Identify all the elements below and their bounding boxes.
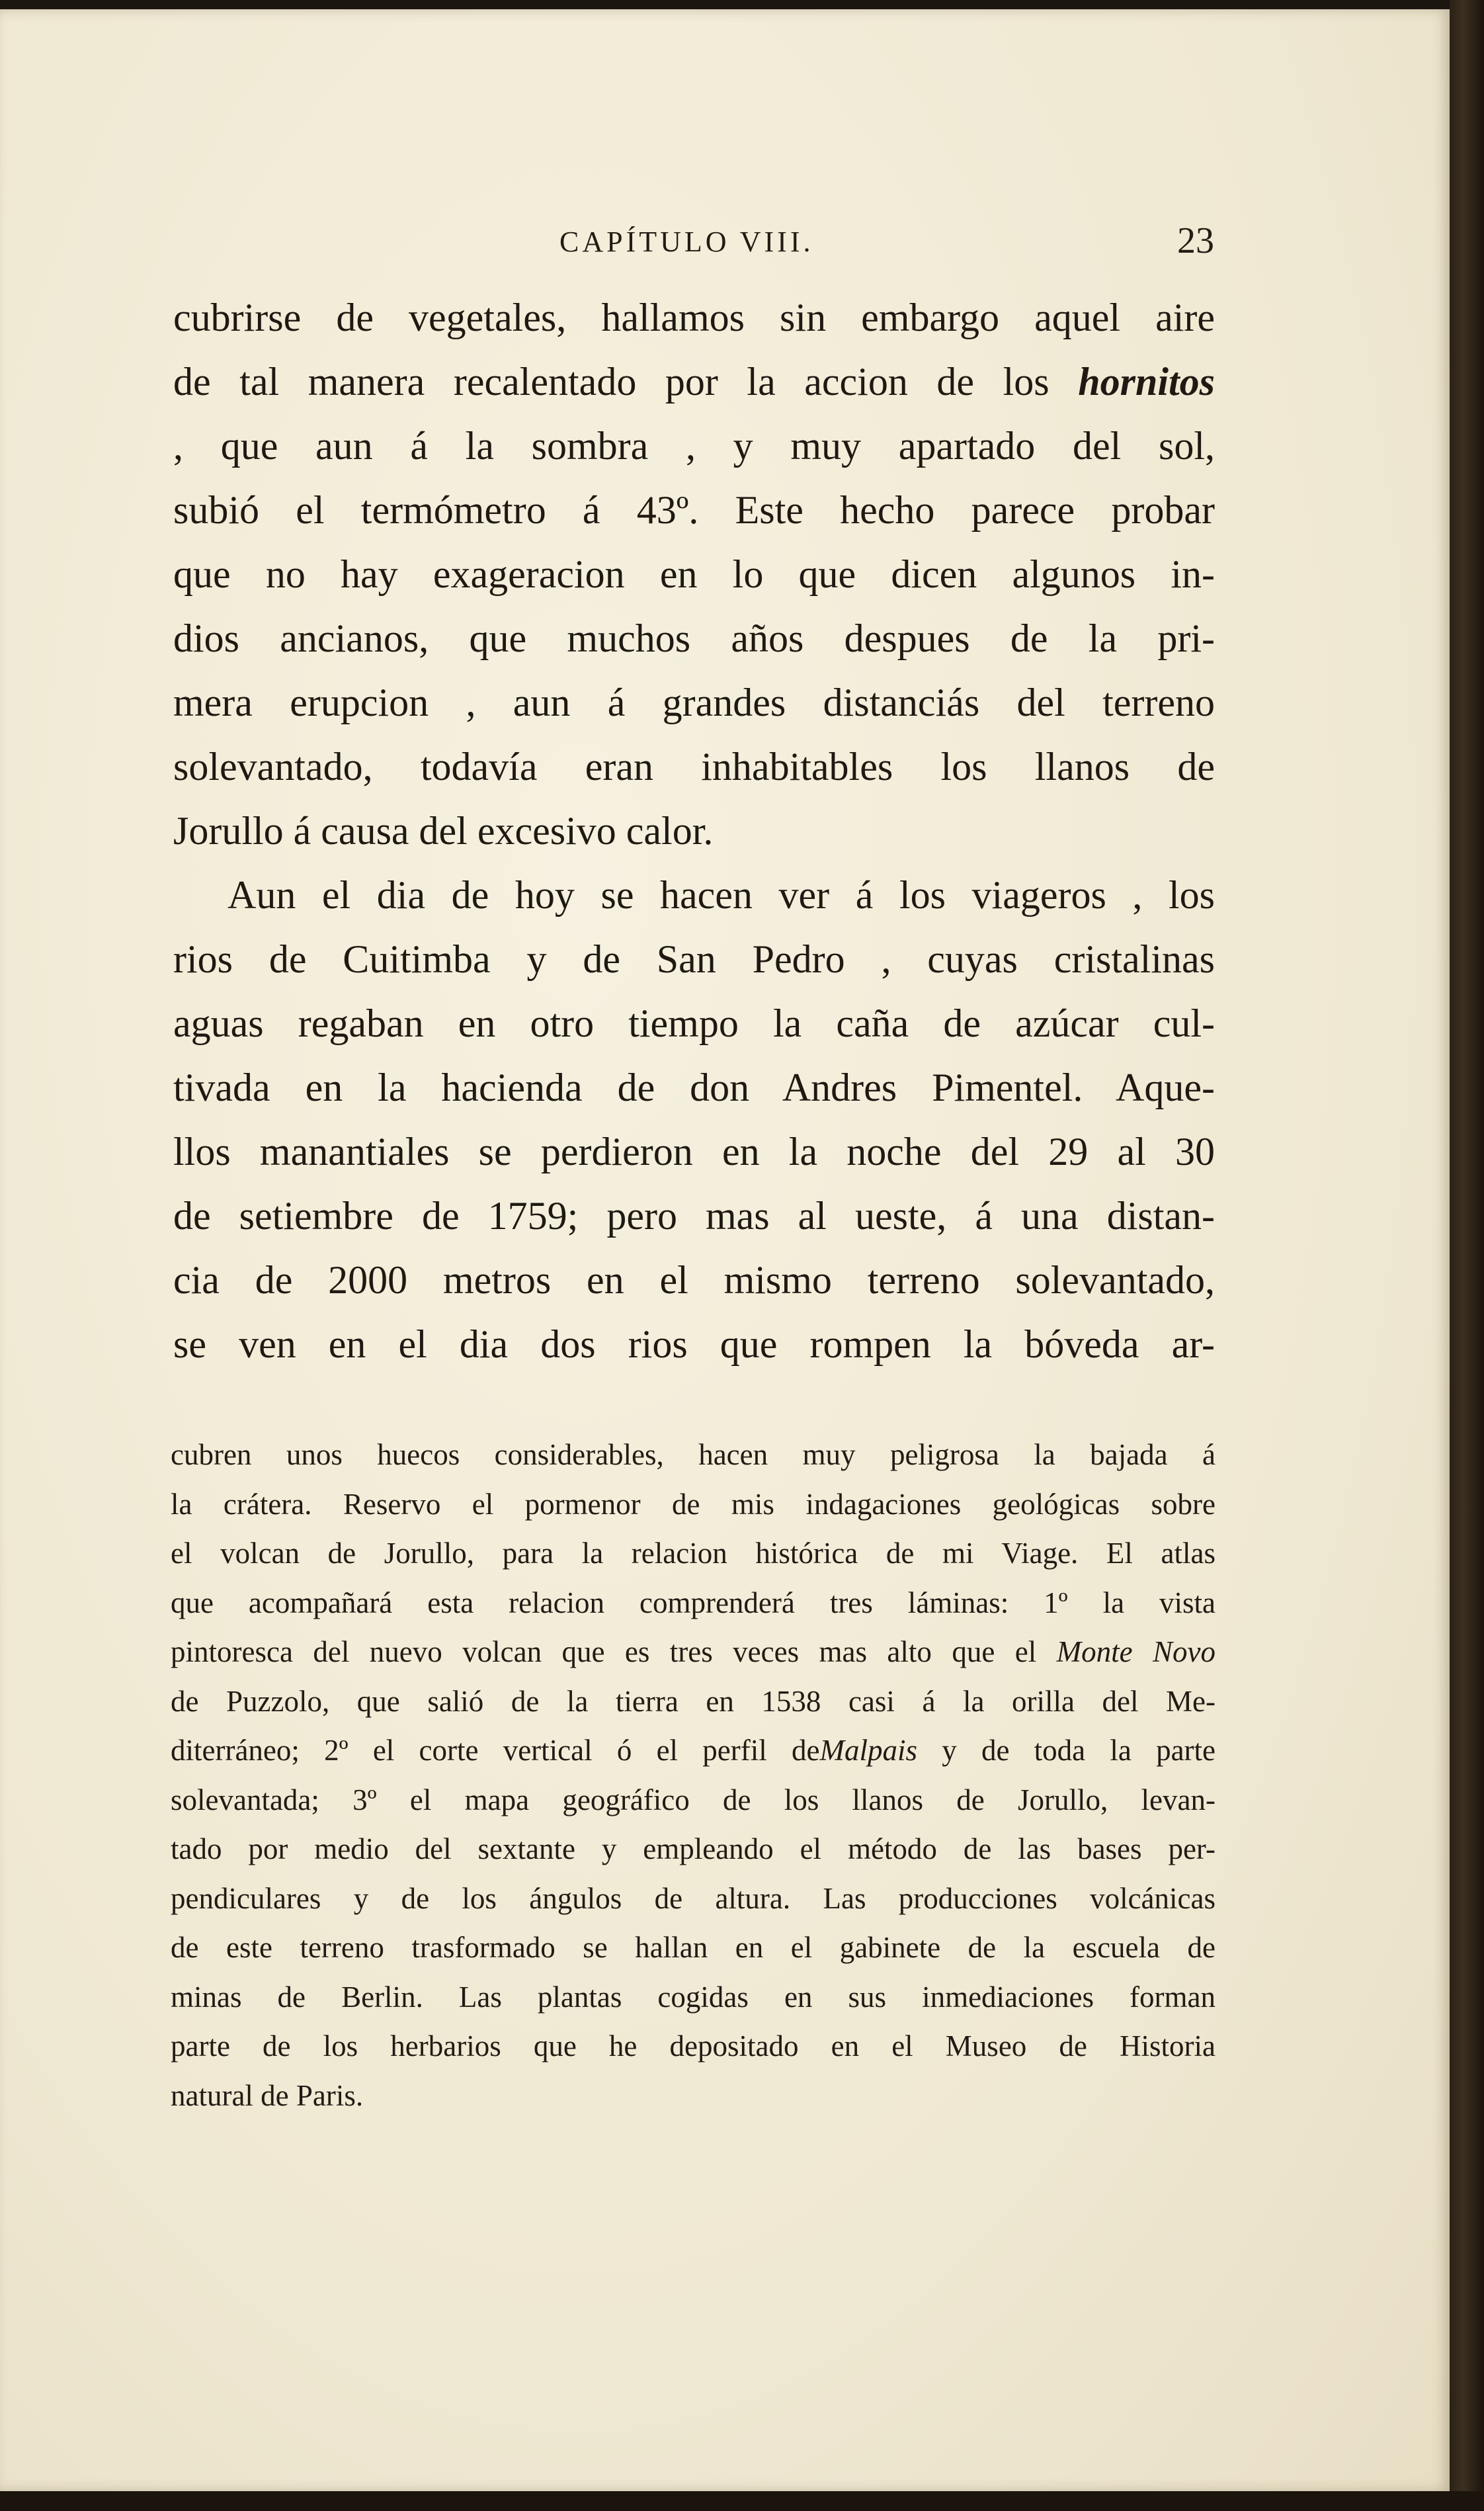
text-span: diterráneo; 2º el corte vertical ó el perfil de	[171, 1734, 820, 1767]
footnote-line	[171, 1726, 1216, 1775]
footnote	[171, 1430, 1216, 2120]
footnote-line: pendiculares y de los ángulos de altura. Las producciones volcánicas	[171, 1881, 1216, 1915]
text-line: Jorullo á causa del excesivo calor.	[173, 809, 714, 853]
book-edge-bottom	[0, 2491, 1484, 2511]
book-edge	[1450, 0, 1484, 2511]
footnote-line: de Puzzolo, que salió de la tierra en 1538 casi á la orilla del Me-	[171, 1684, 1216, 1718]
footnote-line: solevantada; 3º el mapa geográfico de los llanos de Jorullo, levan-	[171, 1783, 1216, 1816]
text-line: mera erupcion , aun á grandes distanciás del terreno	[173, 681, 1215, 724]
footnote-line: tado por medio del sextante y empleando el método de las bases per-	[171, 1832, 1216, 1865]
footnote-line: minas de Berlin. Las plantas cogidas en sus inmediaciones forman	[171, 1980, 1216, 2014]
text-span: pintoresca del nuevo volcan que es tres veces mas alto que el	[171, 1635, 1037, 1668]
text-span: y de toda la parte	[917, 1734, 1216, 1767]
italic-term: hornitos	[1078, 360, 1215, 404]
footnote-line: cubren unos huecos considerables, hacen muy peligrosa la bajada á	[171, 1438, 1216, 1471]
footnote-line: que acompañará esta relacion comprenderá tres láminas: 1º la vista	[171, 1586, 1216, 1619]
text-line: se ven en el dia dos rios que rompen la bóveda ar-	[173, 1322, 1215, 1366]
footnote-line	[171, 1627, 1216, 1677]
text-line: rios de Cuitimba y de San Pedro , cuyas cristalinas	[173, 937, 1215, 981]
text-line: que no hay exageracion en lo que dicen algunos in-	[173, 552, 1215, 596]
running-head	[177, 220, 1214, 266]
text-line: dios ancianos, que muchos años despues de la pri-	[173, 617, 1215, 660]
italic-term: Malpais	[819, 1734, 917, 1767]
text-line: aguas regaban en otro tiempo la caña de azúcar cul-	[173, 1001, 1215, 1045]
text-line: Aun el dia de hoy se hacen ver á los viageros , los	[227, 873, 1215, 917]
text-line: cubrirse de vegetales, hallamos sin embargo aquel aire	[173, 296, 1215, 339]
body-text	[173, 286, 1215, 1377]
footnote-line: la crátera. Reservo el pormenor de mis indagaciones geológicas sobre	[171, 1487, 1216, 1521]
text-line: subió el termómetro á 43º. Este hecho parece probar	[173, 488, 1215, 532]
italic-term: Monte Novo	[1056, 1635, 1216, 1668]
text-span: de tal manera recalentado por la accion de los	[173, 360, 1050, 404]
book-page	[0, 9, 1450, 2491]
footnote-line: de este terreno trasformado se hallan en el gabinete de la escuela de	[171, 1931, 1216, 1964]
text-line: cia de 2000 metros en el mismo terreno solevantado,	[173, 1258, 1215, 1302]
text-line: solevantado, todavía eran inhabitables los llanos de	[173, 745, 1215, 788]
running-title: CAPÍTULO VIII.	[559, 226, 814, 258]
footnote-line: el volcan de Jorullo, para la relacion histórica de mi Viage. El atlas	[171, 1537, 1216, 1570]
text-line: llos manantiales se perdieron en la noche del 29 al 30	[173, 1130, 1215, 1173]
page-number: 23	[1177, 220, 1214, 261]
text-line: , que aun á la sombra , y muy apartado del sol,	[173, 424, 1215, 468]
text-line: tivada en la hacienda de don Andres Pimentel. Aque-	[173, 1066, 1215, 1109]
text-line: de setiembre de 1759; pero mas al ueste, á una distan-	[173, 1194, 1215, 1238]
text-line	[173, 350, 1215, 414]
footnote-line: parte de los herbarios que he depositado en el Museo de Historia	[171, 2029, 1216, 2063]
footnote-line: natural de Paris.	[171, 2078, 364, 2112]
